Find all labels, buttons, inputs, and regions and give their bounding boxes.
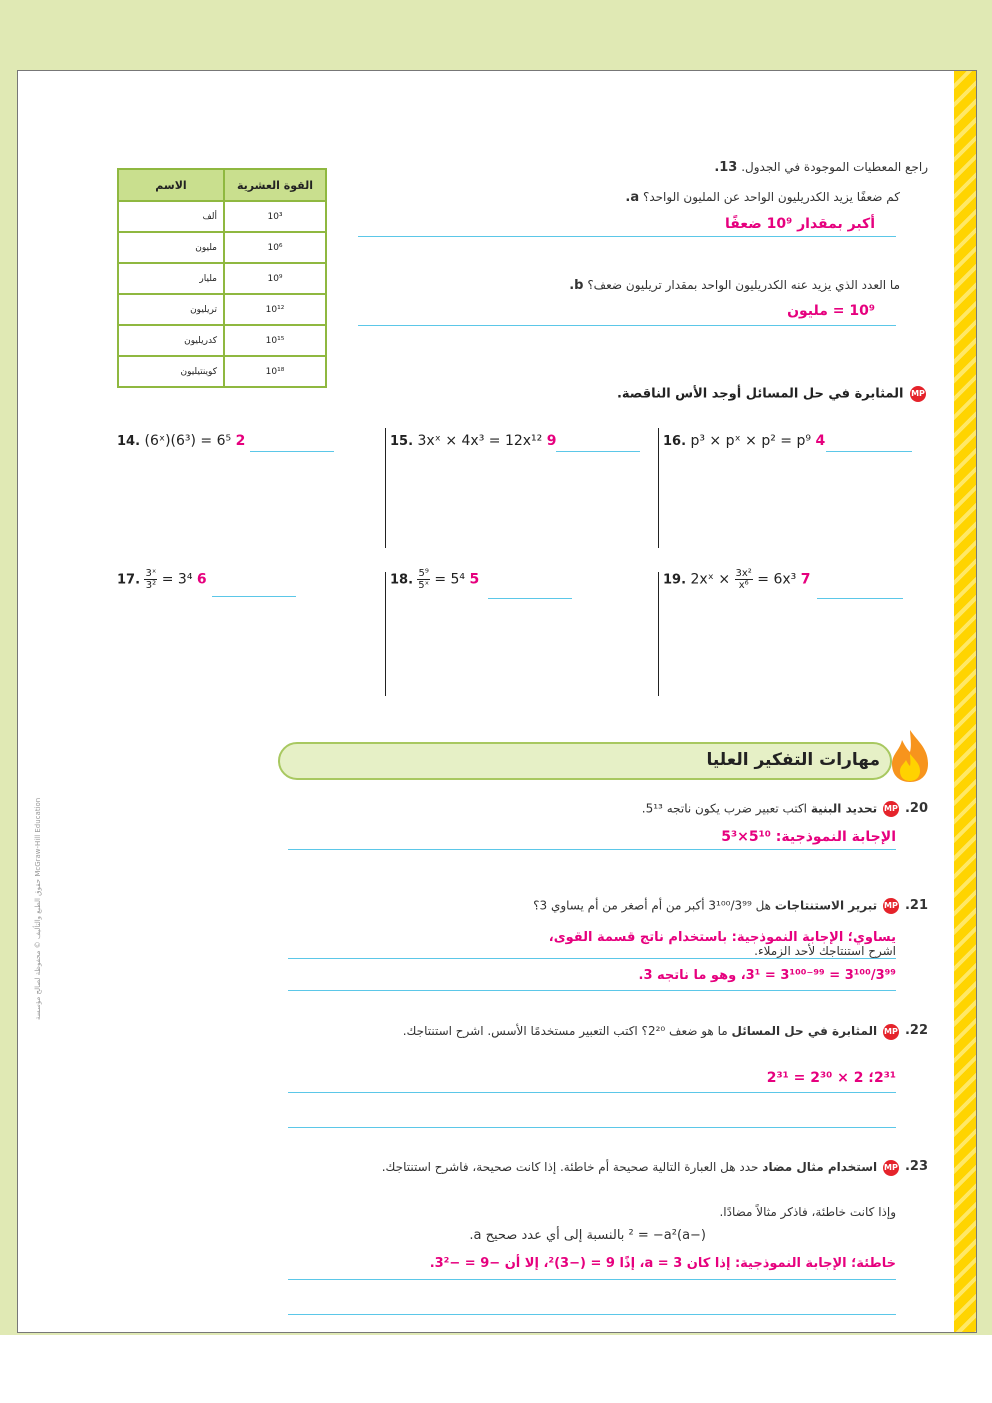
- q13b-question: [420, 278, 900, 293]
- q21-answer-line-1[interactable]: [288, 958, 896, 959]
- exercise-16: [663, 433, 825, 449]
- q22-answer: 2³¹؛ 2 × 2³⁰ = 2³¹: [766, 1070, 896, 1086]
- q13-prompt: [560, 160, 928, 175]
- copyright-side-text: حقوق الطبع والتأليف © محفوظة لصالح مؤسسة McGraw-Hill Education: [34, 797, 42, 1020]
- fraction-numerator: 3ˣ: [145, 568, 157, 579]
- table-row: [118, 356, 326, 387]
- exercise-15: [390, 433, 556, 449]
- fraction-denominator: 5ˣ: [418, 580, 430, 591]
- exercise-14: [117, 433, 245, 449]
- q23-question: [290, 1157, 928, 1177]
- flame-icon: [888, 728, 932, 784]
- q21-answer-1: يساوي؛ الإجابة النموذجية: باستخدام ناتج قسمة القوى،: [548, 930, 896, 945]
- q20-answer: الإجابة النموذجية: 5¹⁰×5³: [721, 829, 896, 845]
- q22-text: ما هو ضعف 2²⁰؟ اكتب التعبير مستخدمًا الأسس. اشرح استنتاجك.: [402, 1024, 728, 1038]
- q13b-text: ما العدد الذي يزيد عنه الكدريليون الواحد بمقدار تريليون ضعف؟: [587, 278, 900, 292]
- fraction-denominator: x⁶: [738, 580, 749, 591]
- q13a-label: a.: [625, 190, 640, 205]
- q21-label: تبرير الاستنتاجات: [774, 898, 878, 913]
- exercise-answer: 9: [546, 433, 557, 449]
- q20-question: [520, 801, 928, 817]
- exercise-rhs: = 6x³: [757, 571, 797, 588]
- table-cell-power: 10¹⁸: [224, 356, 326, 387]
- q23-answer-line-2[interactable]: [288, 1314, 896, 1315]
- q23-label: استخدام مثال مضاد: [762, 1160, 878, 1174]
- exercise-expression: 3xˣ × 4x³ = 12x¹²: [417, 433, 543, 449]
- exercise-rhs: = 3⁴: [161, 571, 193, 588]
- exercise-rhs: = 5⁴: [434, 571, 466, 588]
- q21-number: 21.: [904, 898, 928, 913]
- hot-title: مهارات التفكير العليا: [706, 750, 880, 770]
- table-cell-name: كدريليون: [118, 325, 224, 356]
- exercise-16-answer-line[interactable]: [826, 451, 912, 452]
- mp-badge-icon: MP: [910, 386, 926, 402]
- table-cell-name: تريليون: [118, 294, 224, 325]
- mp-badge-icon: MP: [883, 1160, 899, 1176]
- exercise-18: [390, 568, 479, 591]
- q13-number: 13.: [714, 160, 738, 175]
- q20-number: 20.: [904, 801, 928, 816]
- q23-text: حدد هل العبارة التالية صحيحة أم خاطئة. إذا كانت صحيحة، فاشرح استنتاجك.: [381, 1160, 759, 1174]
- q13a-answer: أكبر بمقدار 10⁹ ضعفًا: [724, 216, 875, 232]
- fraction: [735, 568, 753, 591]
- mp-badge-icon: MP: [883, 898, 899, 914]
- q22-label: المثابرة في حل المسائل: [731, 1024, 878, 1038]
- exercise-number: 18.: [390, 572, 414, 588]
- table-row: [118, 201, 326, 232]
- q22-answer-line-1[interactable]: [288, 1092, 896, 1093]
- exercise-19-answer-line[interactable]: [817, 598, 903, 599]
- q13-prompt-text: راجع المعطيات الموجودة في الجدول.: [741, 160, 928, 174]
- exercise-number: 14.: [117, 434, 141, 449]
- exercise-17-answer-line[interactable]: [212, 596, 296, 597]
- mp-badge-icon: MP: [883, 1024, 899, 1040]
- q21-answer-2: 3¹⁰⁰/3⁹⁹ = 3¹⁰⁰⁻⁹⁹ = 3¹، وهو ما ناتجه 3.: [638, 968, 896, 983]
- exercise-14-answer-line[interactable]: [250, 451, 334, 452]
- exercise-18-answer-line[interactable]: [488, 598, 572, 599]
- exercise-number: 16.: [663, 434, 687, 449]
- exercise-expression: p³ × pˣ × p² = p⁹: [690, 433, 811, 449]
- missing-exponent-title: المثابرة في حل المسائل أوجد الأس الناقصة.: [616, 386, 904, 402]
- q13b-label: b.: [569, 278, 584, 293]
- q22-number: 22.: [904, 1023, 928, 1038]
- exercise-answer: 6: [196, 571, 207, 588]
- exercise-answer: 5: [469, 571, 480, 588]
- exercise-expression: (6ˣ)(6³) = 6⁵: [144, 433, 232, 449]
- q23-answer: خاطئة؛ الإجابة النموذجية: إذا كان a = 3، إذًا 9 = (−3)²، إلا أن −9 = −3².: [429, 1256, 896, 1271]
- exercise-answer: 7: [800, 571, 811, 588]
- table-cell-power: 10⁹: [224, 263, 326, 294]
- q22-answer-line-2[interactable]: [288, 1127, 896, 1128]
- column-divider: [658, 572, 659, 696]
- q20-answer-line[interactable]: [288, 849, 896, 850]
- column-divider: [658, 428, 659, 548]
- q20-text: اكتب تعبير ضرب يكون ناتجه 5¹³.: [641, 801, 807, 816]
- fraction: [417, 568, 429, 591]
- q23-number: 23.: [904, 1159, 928, 1174]
- table-row: [118, 263, 326, 294]
- column-divider: [385, 572, 386, 696]
- table-row: [118, 325, 326, 356]
- exercise-15-answer-line[interactable]: [556, 451, 640, 452]
- fraction-numerator: 3x²: [735, 568, 752, 579]
- table-row: [118, 232, 326, 263]
- q23-statement: (−a)² = −a² بالنسبة إلى أي عدد صحيح a.: [469, 1228, 706, 1243]
- table-cell-name: مليار: [118, 263, 224, 294]
- exercise-number: 19.: [663, 572, 687, 588]
- column-divider: [385, 428, 386, 548]
- missing-exponent-heading: [520, 386, 928, 402]
- powers-of-ten-table: [117, 168, 327, 388]
- q21-question: [420, 898, 928, 914]
- exercise-number: 15.: [390, 434, 414, 449]
- fraction-numerator: 5⁹: [418, 568, 429, 579]
- q13a-question: [420, 190, 900, 205]
- q21-text: هل 3¹⁰⁰/3⁹⁹ أكبر من أم أصغر من أم يساوي 3؟: [533, 898, 772, 913]
- table-header-power: القوة العشرية: [224, 169, 326, 201]
- q23-answer-line-1[interactable]: [288, 1279, 896, 1280]
- q21-answer-line-2[interactable]: [288, 990, 896, 991]
- exercise-19: [663, 568, 810, 591]
- exercise-17: [117, 568, 207, 591]
- yellow-edge-stripe: [954, 71, 976, 1332]
- q13a-text: كم ضعفًا يزيد الكدريليون الواحد عن المليون الواحد؟: [642, 190, 900, 204]
- q21-sub: اشرح استنتاجك لأحد الزملاء.: [754, 944, 896, 958]
- exercise-answer: 4: [815, 433, 826, 449]
- exercise-prefix: 2xˣ ×: [690, 571, 731, 588]
- mp-badge-icon: MP: [883, 801, 899, 817]
- table-cell-name: مليون: [118, 232, 224, 263]
- q22-question: [300, 1020, 928, 1042]
- table-cell-power: 10⁶: [224, 232, 326, 263]
- q13a-answer-line[interactable]: [358, 236, 896, 237]
- table-cell-name: كوينتيليون: [118, 356, 224, 387]
- table-row: [118, 294, 326, 325]
- table-cell-name: ألف: [118, 201, 224, 232]
- exercise-number: 17.: [117, 572, 141, 588]
- table-cell-power: 10³: [224, 201, 326, 232]
- fraction-denominator: 3²: [145, 580, 157, 591]
- exercise-answer: 2: [235, 433, 246, 449]
- table-header-name: الاسم: [118, 169, 224, 201]
- q13b-answer: 10⁹ = مليون: [787, 303, 875, 319]
- fraction: [144, 568, 157, 591]
- q13b-answer-line[interactable]: [358, 325, 896, 326]
- table-cell-power: 10¹²: [224, 294, 326, 325]
- q20-label: تحديد البنية: [810, 801, 878, 816]
- q23-line2: وإذا كانت خاطئة، فاذكر مثالاً مضادًا.: [719, 1205, 896, 1219]
- table-cell-power: 10¹⁵: [224, 325, 326, 356]
